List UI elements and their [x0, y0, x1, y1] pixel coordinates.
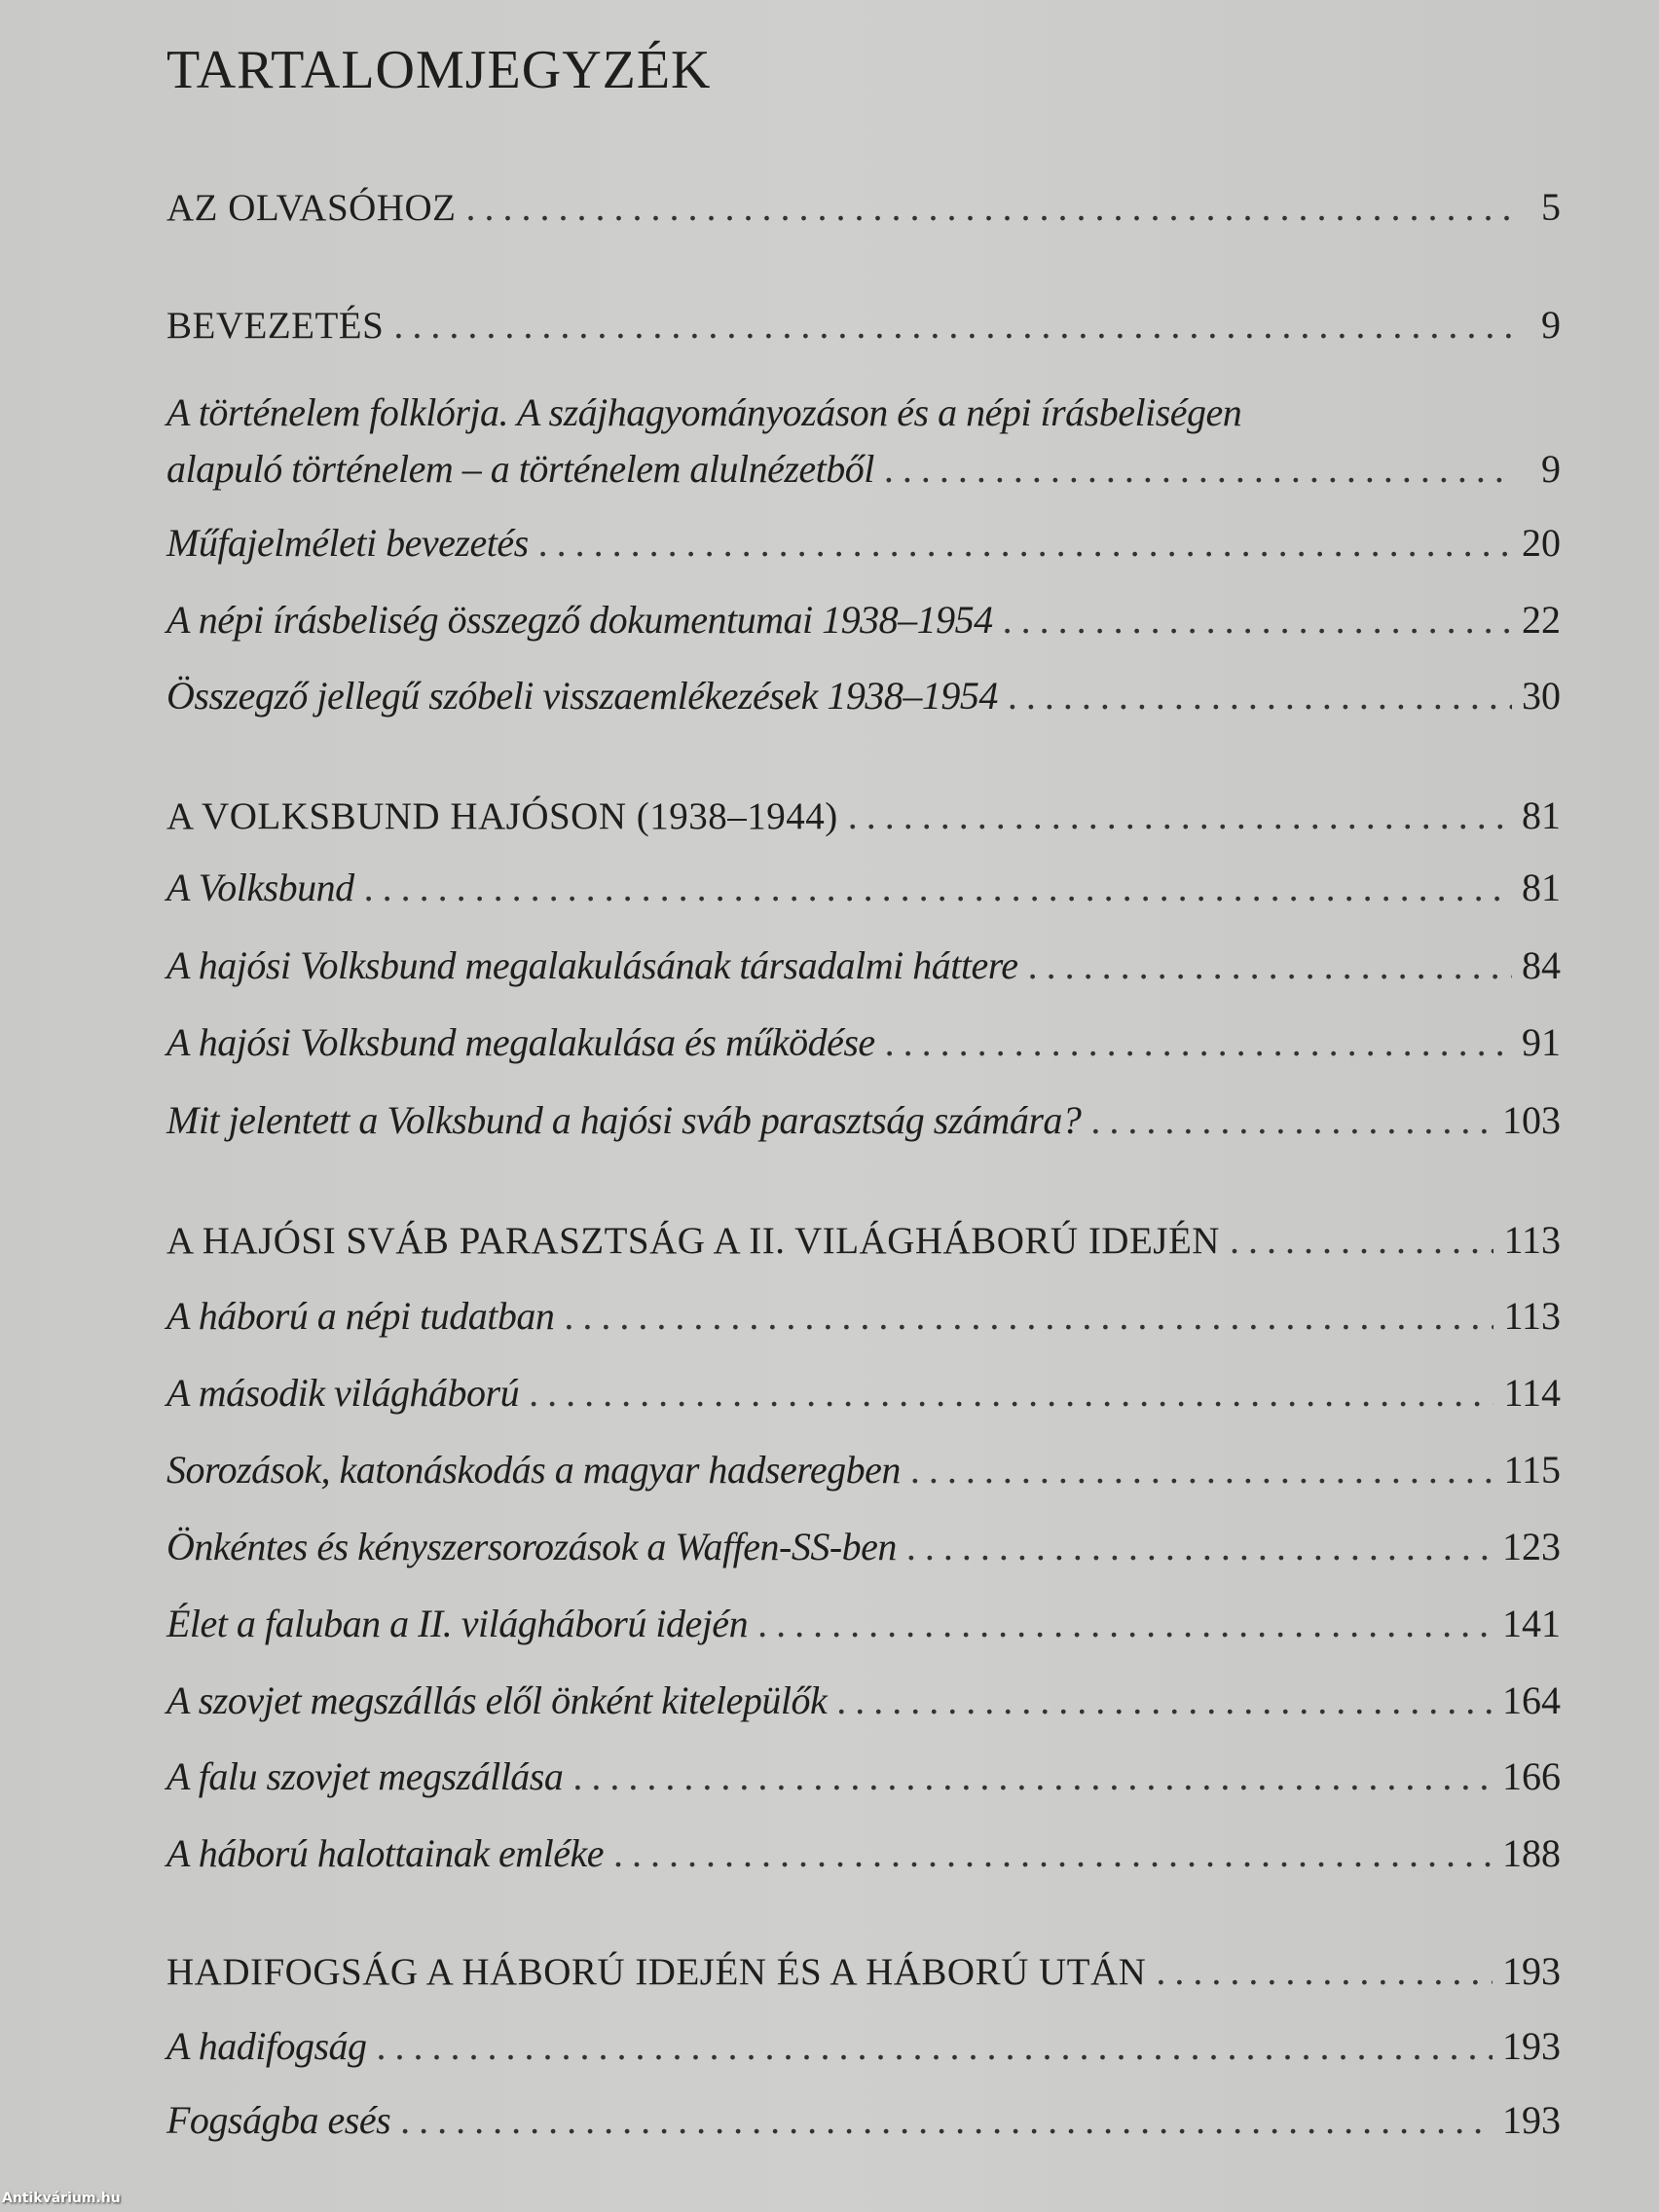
page-number: 81 — [1522, 866, 1561, 909]
toc-entry — [166, 593, 1561, 647]
toc-entry-label-line1: A történelem folklórja. A szájhagyományozáson és a népi írásbeliségen — [166, 390, 1242, 434]
page-number: 9 — [1541, 447, 1561, 491]
page-title: TARTALOMJEGYZÉK — [166, 40, 712, 100]
page-number: 81 — [1522, 793, 1561, 837]
page-number: 164 — [1502, 1678, 1561, 1722]
dot-leader — [910, 1443, 1494, 1497]
dot-leader — [1230, 1213, 1494, 1268]
toc-entry — [166, 1015, 1561, 1070]
toc-entry-label: Műfajelméleti bevezetés — [166, 521, 529, 565]
page-number: 22 — [1522, 598, 1561, 642]
toc-entry-label: A népi írásbeliség összegző dokumentumai 1938–1954 — [166, 598, 993, 642]
toc-entry — [166, 861, 1561, 915]
dot-leader — [465, 180, 1512, 235]
page-number: 114 — [1503, 1371, 1561, 1415]
page-number: 103 — [1502, 1098, 1561, 1142]
page-number: 9 — [1541, 303, 1561, 347]
toc-entry-label: Összegző jellegű szóbeli visszaemlékezések 1938–1954 — [166, 674, 998, 718]
toc-entry — [166, 2019, 1561, 2074]
page-number: 113 — [1503, 1218, 1561, 1262]
toc-entry — [166, 1520, 1561, 1574]
toc-chapter — [166, 1213, 1561, 1268]
toc-entry-label: Önkéntes és kényszersorozások a Waffen-SS-ben — [166, 1525, 897, 1568]
toc-entry-label: A HAJÓSI SVÁB PARASZTSÁG A II. VILÁGHÁBORÚ IDEJÉN — [166, 1220, 1220, 1262]
page-number: 20 — [1522, 521, 1561, 565]
toc-entry — [166, 442, 1561, 497]
toc-entry — [166, 1826, 1561, 1881]
toc-chapter — [166, 298, 1561, 352]
toc-entry-label: Élet a faluban a II. világháború idején — [166, 1602, 749, 1645]
dot-leader — [885, 1015, 1512, 1070]
toc-entry-label: Mit jelentett a Volksbund a hajósi sváb parasztság számára? — [166, 1098, 1082, 1142]
toc-entry-label: BEVEZETÉS — [166, 305, 385, 347]
toc-entry-label: A szovjet megszállás elől önként kitelepülők — [166, 1678, 828, 1722]
toc-entry-label: A hajósi Volksbund megalakulása és működése — [166, 1020, 875, 1064]
page-number: 123 — [1502, 1525, 1561, 1568]
dot-leader — [906, 1520, 1493, 1574]
dot-leader — [1008, 669, 1512, 723]
dot-leader — [884, 442, 1512, 497]
dot-leader — [1003, 593, 1512, 647]
page-number: 193 — [1502, 2098, 1561, 2142]
toc-entry-label: alapuló történelem – a történelem alulnézetből — [166, 447, 874, 491]
page-number: 188 — [1502, 1831, 1561, 1875]
toc-entry — [166, 516, 1561, 571]
toc-entry-label: A háború a népi tudatban — [166, 1294, 555, 1338]
toc-chapter — [166, 180, 1561, 235]
page-number: 141 — [1502, 1602, 1561, 1645]
toc-chapter — [166, 1944, 1561, 1999]
toc-entry — [166, 1674, 1561, 1728]
dot-leader — [538, 516, 1512, 571]
dot-leader — [377, 2019, 1493, 2074]
page-number: 115 — [1503, 1448, 1561, 1492]
toc-entry — [166, 1597, 1561, 1651]
watermark: Antikvárium.hu — [2, 2191, 121, 2206]
toc-entry — [166, 669, 1561, 723]
toc-entry-label: A falu szovjet megszállása — [166, 1754, 564, 1798]
page-number: 166 — [1502, 1754, 1561, 1798]
toc-entry-label: Sorozások, katonáskodás a magyar hadseregben — [166, 1448, 901, 1492]
dot-leader — [400, 2093, 1493, 2148]
page-number: 5 — [1541, 185, 1561, 229]
toc-entry-label: AZ OLVASÓHOZ — [166, 187, 457, 229]
dot-leader — [1028, 939, 1512, 993]
dot-leader — [613, 1826, 1493, 1881]
dot-leader — [529, 1366, 1493, 1420]
toc-entry-label: A háború halottainak emléke — [166, 1831, 604, 1875]
dot-leader — [393, 298, 1512, 352]
dot-leader — [1156, 1944, 1493, 1999]
page-number: 84 — [1522, 943, 1561, 987]
toc-chapter — [166, 789, 1561, 843]
page-number: 30 — [1522, 674, 1561, 718]
page-number: 113 — [1503, 1294, 1561, 1338]
page-number: 193 — [1502, 1949, 1561, 1993]
dot-leader — [564, 1289, 1493, 1344]
toc-entry — [166, 1750, 1561, 1804]
page-number: 91 — [1522, 1020, 1561, 1064]
dot-leader — [572, 1750, 1493, 1804]
toc-entry — [166, 1366, 1561, 1420]
toc-entry-label: A Volksbund — [166, 866, 354, 909]
toc-entry — [166, 1093, 1561, 1148]
dot-leader — [848, 789, 1512, 843]
toc-entry-label: A hadifogság — [166, 2024, 367, 2068]
toc-entry — [166, 939, 1561, 993]
page-number: 193 — [1502, 2024, 1561, 2068]
toc-entry — [166, 1289, 1561, 1344]
dot-leader — [364, 861, 1512, 915]
toc-entry-label: A második világháború — [166, 1371, 520, 1415]
toc-entry-label: Fogságba esés — [166, 2098, 391, 2142]
toc-entry-label: A VOLKSBUND HAJÓSON (1938–1944) — [166, 795, 838, 837]
toc-entry-label: A hajósi Volksbund megalakulásának társadalmi háttere — [166, 943, 1018, 987]
toc-entry — [166, 2093, 1561, 2148]
dot-leader — [1090, 1093, 1493, 1148]
toc-entry — [166, 1443, 1561, 1497]
dot-leader — [836, 1674, 1493, 1728]
toc-entry-label: HADIFOGSÁG A HÁBORÚ IDEJÉN ÉS A HÁBORÚ UTÁN — [166, 1951, 1147, 1993]
dot-leader — [757, 1597, 1493, 1651]
